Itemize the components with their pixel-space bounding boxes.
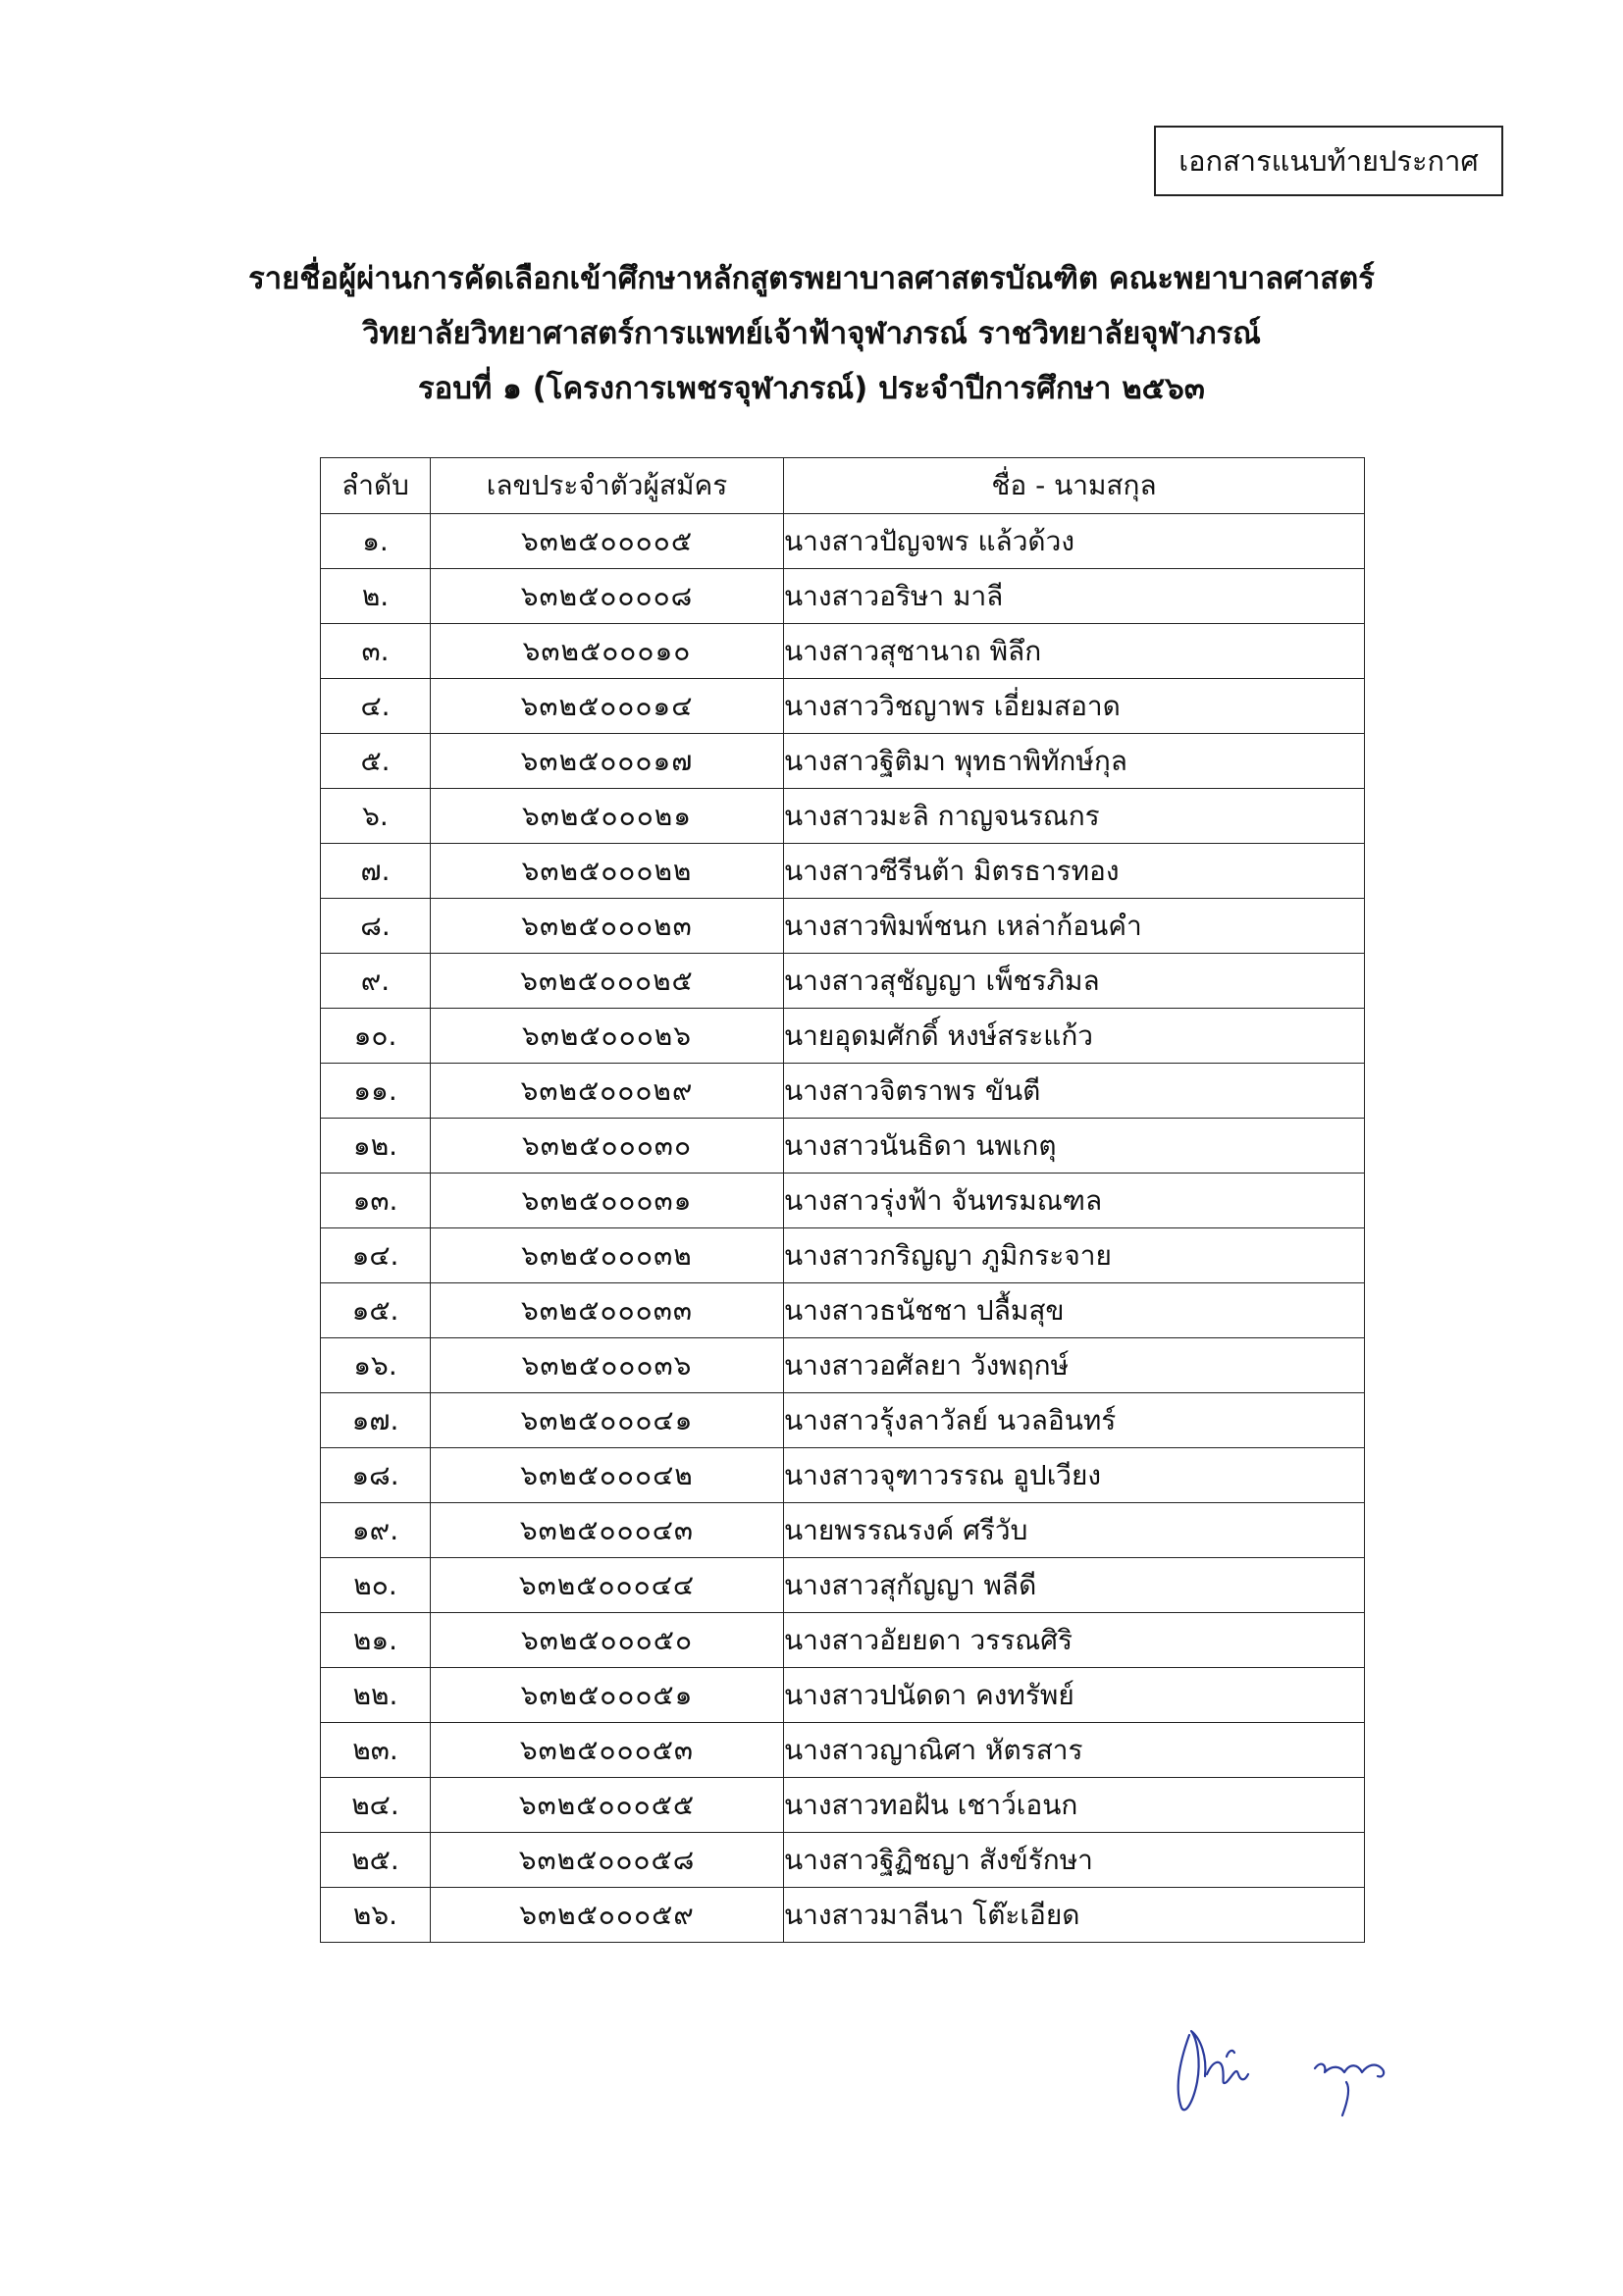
row-applicant-id: ๖๓๒๕๐๐๐๒๑: [431, 789, 784, 844]
table-row: [321, 569, 1365, 624]
row-order: ๑๐.: [321, 1009, 431, 1064]
table-row: [321, 1119, 1365, 1174]
header-applicant-id: เลขประจำตัวผู้สมัคร: [431, 458, 784, 514]
table-row: [321, 1778, 1365, 1833]
table-row: [321, 1888, 1365, 1943]
row-full-name: นางสาวมาลีนา โต๊ะเอียด: [784, 1888, 1365, 1943]
row-order: ๗.: [321, 844, 431, 899]
row-full-name: นางสาวนันธิดา นพเกตุ: [784, 1119, 1365, 1174]
row-applicant-id: ๖๓๒๕๐๐๐๑๗: [431, 734, 784, 789]
row-full-name: นางสาวจิตราพร ขันตี: [784, 1064, 1365, 1119]
row-applicant-id: ๖๓๒๕๐๐๐๕๕: [431, 1778, 784, 1833]
row-applicant-id: ๖๓๒๕๐๐๐๓๒: [431, 1228, 784, 1283]
table-row: [321, 679, 1365, 734]
row-order: ๒๖.: [321, 1888, 431, 1943]
row-full-name: นางสาวซีรีนต้า มิตรธารทอง: [784, 844, 1365, 899]
row-applicant-id: ๖๓๒๕๐๐๐๓๐: [431, 1119, 784, 1174]
table-row: [321, 1668, 1365, 1723]
row-order: ๔.: [321, 679, 431, 734]
table-row: [321, 1448, 1365, 1503]
row-applicant-id: ๖๓๒๕๐๐๐๓๑: [431, 1174, 784, 1228]
row-order: ๒๔.: [321, 1778, 431, 1833]
row-full-name: นางสาวมะลิ กาญจนรณกร: [784, 789, 1365, 844]
signature-stroke: [1178, 2031, 1206, 2110]
row-order: ๑๙.: [321, 1503, 431, 1558]
row-applicant-id: ๖๓๒๕๐๐๐๔๒: [431, 1448, 784, 1503]
row-order: ๑๓.: [321, 1174, 431, 1228]
table-row: [321, 1009, 1365, 1064]
signature-stroke: [1342, 2082, 1348, 2115]
row-applicant-id: ๖๓๒๕๐๐๐๓๖: [431, 1338, 784, 1393]
row-order: ๑๔.: [321, 1228, 431, 1283]
table-row: [321, 844, 1365, 899]
signature-stroke: [1227, 2051, 1234, 2057]
table-row: [321, 789, 1365, 844]
table-row: [321, 1393, 1365, 1448]
row-applicant-id: ๖๓๒๕๐๐๐๒๖: [431, 1009, 784, 1064]
table-row: [321, 1723, 1365, 1778]
row-order: ๑๑.: [321, 1064, 431, 1119]
row-order: ๑๘.: [321, 1448, 431, 1503]
row-full-name: นางสาวสุชานาถ พิลึก: [784, 624, 1365, 679]
signature-stroke: [1207, 2062, 1248, 2083]
row-applicant-id: ๖๓๒๕๐๐๐๐๘: [431, 569, 784, 624]
table-row: [321, 514, 1365, 569]
row-order: ๒๑.: [321, 1613, 431, 1668]
row-order: ๑๕.: [321, 1283, 431, 1338]
row-order: ๖.: [321, 789, 431, 844]
row-full-name: นางสาวธนัชชา ปลื้มสุข: [784, 1283, 1365, 1338]
row-full-name: นางสาวอัยยดา วรรณศิริ: [784, 1613, 1365, 1668]
row-applicant-id: ๖๓๒๕๐๐๐๒๒: [431, 844, 784, 899]
row-applicant-id: ๖๓๒๕๐๐๐๕๑: [431, 1668, 784, 1723]
title-line-1: รายชื่อผู้ผ่านการคัดเลือกเข้าศึกษาหลักสูตรพยาบาลศาสตรบัณฑิต คณะพยาบาลศาสตร์: [248, 261, 1375, 296]
row-applicant-id: ๖๓๒๕๐๐๐๒๕: [431, 954, 784, 1009]
row-full-name: นางสาวทอฝัน เชาว์เอนก: [784, 1778, 1365, 1833]
title-line-3: รอบที่ ๑ (โครงการเพชรจุฬาภรณ์) ประจำปีการศึกษา ๒๕๖๓: [417, 371, 1205, 406]
row-full-name: นางสาวจุฑาวรรณ อูปเวียง: [784, 1448, 1365, 1503]
row-order: ๙.: [321, 954, 431, 1009]
table-row: [321, 1833, 1365, 1888]
row-applicant-id: ๖๓๒๕๐๐๐๔๓: [431, 1503, 784, 1558]
row-applicant-id: ๖๓๒๕๐๐๐๓๓: [431, 1283, 784, 1338]
row-order: ๒๓.: [321, 1723, 431, 1778]
row-order: ๓.: [321, 624, 431, 679]
table-row: [321, 1338, 1365, 1393]
header-full-name: ชื่อ - นามสกุล: [784, 458, 1365, 514]
row-order: ๒๐.: [321, 1558, 431, 1613]
row-full-name: นางสาวญาณิศา หัตรสาร: [784, 1723, 1365, 1778]
row-applicant-id: ๖๓๒๕๐๐๐๕๙: [431, 1888, 784, 1943]
signature: [1168, 2017, 1423, 2125]
row-applicant-id: ๖๓๒๕๐๐๐๕๐: [431, 1613, 784, 1668]
row-order: ๒๕.: [321, 1833, 431, 1888]
annex-label: เอกสารแนบท้ายประกาศ: [1178, 144, 1479, 178]
title-line-2: วิทยาลัยวิทยาศาสตร์การแพทย์เจ้าฟ้าจุฬาภรณ์ ราชวิทยาลัยจุฬาภรณ์: [362, 316, 1261, 351]
row-order: ๘.: [321, 899, 431, 954]
row-applicant-id: ๖๓๒๕๐๐๐๔๑: [431, 1393, 784, 1448]
row-applicant-id: ๖๓๒๕๐๐๐๒๙: [431, 1064, 784, 1119]
row-full-name: นางสาววิชญาพร เอี่ยมสอาด: [784, 679, 1365, 734]
row-order: ๑.: [321, 514, 431, 569]
row-order: ๑๒.: [321, 1119, 431, 1174]
row-full-name: นางสาวปนัดดา คงทรัพย์: [784, 1668, 1365, 1723]
header-order: ลำดับ: [321, 458, 431, 514]
row-applicant-id: ๖๓๒๕๐๐๐๕๓: [431, 1723, 784, 1778]
row-full-name: นางสาวฐิติมา พุทธาพิทักษ์กุล: [784, 734, 1365, 789]
table-row: [321, 1283, 1365, 1338]
annex-label-box: [1154, 126, 1503, 196]
table-row: [321, 954, 1365, 1009]
table-row: [321, 899, 1365, 954]
table-row: [321, 624, 1365, 679]
table-row: [321, 1228, 1365, 1283]
table-row: [321, 1064, 1365, 1119]
row-full-name: นางสาวรุ่งฟ้า จันทรมณฑล: [784, 1174, 1365, 1228]
row-applicant-id: ๖๓๒๕๐๐๐๑๐: [431, 624, 784, 679]
row-order: ๕.: [321, 734, 431, 789]
row-order: ๒.: [321, 569, 431, 624]
row-full-name: นางสาวอริษา มาลี: [784, 569, 1365, 624]
table-row: [321, 1174, 1365, 1228]
row-applicant-id: ๖๓๒๕๐๐๐๒๓: [431, 899, 784, 954]
row-applicant-id: ๖๓๒๕๐๐๐๔๔: [431, 1558, 784, 1613]
row-full-name: นางสาวสุชัญญา เพ็ชรภิมล: [784, 954, 1365, 1009]
row-full-name: นายอุดมศักดิ์ หงษ์สระแก้ว: [784, 1009, 1365, 1064]
table-row: [321, 734, 1365, 789]
table-row: [321, 1558, 1365, 1613]
row-full-name: นางสาวพิมพ์ชนก เหล่าก้อนคำ: [784, 899, 1365, 954]
signature-stroke: [1315, 2064, 1384, 2077]
row-full-name: นางสาวรุ้งลาวัลย์ นวลอินทร์: [784, 1393, 1365, 1448]
row-full-name: นางสาวสุกัญญา พลีดี: [784, 1558, 1365, 1613]
row-full-name: นางสาวฐิฏิชญา สังข์รักษา: [784, 1833, 1365, 1888]
row-applicant-id: ๖๓๒๕๐๐๐๑๔: [431, 679, 784, 734]
row-full-name: นางสาวอศัลยา วังพฤกษ์: [784, 1338, 1365, 1393]
row-applicant-id: ๖๓๒๕๐๐๐๐๕: [431, 514, 784, 569]
row-full-name: นายพรรณรงค์ ศรีวับ: [784, 1503, 1365, 1558]
row-applicant-id: ๖๓๒๕๐๐๐๕๘: [431, 1833, 784, 1888]
row-order: ๑๗.: [321, 1393, 431, 1448]
table-header-row: [321, 458, 1365, 514]
row-full-name: นางสาวปัญจพร แล้วด้วง: [784, 514, 1365, 569]
candidate-table: [320, 457, 1365, 1943]
table-row: [321, 1503, 1365, 1558]
row-full-name: นางสาวกริญญา ภูมิกระจาย: [784, 1228, 1365, 1283]
row-order: ๒๒.: [321, 1668, 431, 1723]
row-order: ๑๖.: [321, 1338, 431, 1393]
table-row: [321, 1613, 1365, 1668]
